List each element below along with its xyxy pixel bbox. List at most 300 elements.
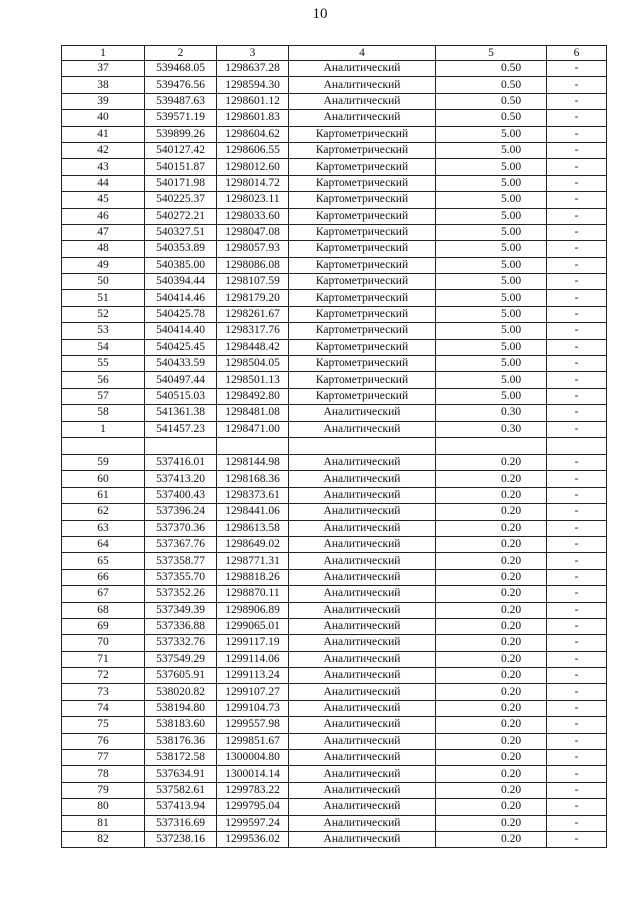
point-number-cell: 49 xyxy=(62,257,145,273)
point-number-cell: 72 xyxy=(62,668,145,684)
x-coordinate-cell: 537634.91 xyxy=(145,766,217,782)
note-cell: - xyxy=(547,405,607,421)
point-number-cell: 60 xyxy=(62,471,145,487)
x-coordinate-cell: 539571.19 xyxy=(145,110,217,126)
accuracy-cell: 0.20 xyxy=(436,520,547,536)
note-cell: - xyxy=(547,831,607,847)
method-cell: Картометрический xyxy=(289,241,436,257)
x-coordinate-cell: 540327.51 xyxy=(145,224,217,240)
method-cell: Аналитический xyxy=(289,602,436,618)
table-row xyxy=(62,241,607,257)
table-row xyxy=(62,799,607,815)
x-coordinate-cell xyxy=(145,437,217,454)
table-row xyxy=(62,372,607,388)
y-coordinate-cell: 1298168.36 xyxy=(217,471,289,487)
point-number-cell: 48 xyxy=(62,241,145,257)
x-coordinate-cell: 540151.87 xyxy=(145,159,217,175)
accuracy-cell: 0.20 xyxy=(436,504,547,520)
method-cell: Картометрический xyxy=(289,290,436,306)
point-number-cell: 65 xyxy=(62,553,145,569)
method-cell: Картометрический xyxy=(289,274,436,290)
method-cell: Аналитический xyxy=(289,750,436,766)
point-number-cell: 51 xyxy=(62,290,145,306)
point-number-cell: 40 xyxy=(62,110,145,126)
y-coordinate-cell: 1298637.28 xyxy=(217,61,289,77)
accuracy-cell: 0.20 xyxy=(436,668,547,684)
method-cell: Картометрический xyxy=(289,388,436,404)
method-cell: Аналитический xyxy=(289,799,436,815)
point-number-cell: 38 xyxy=(62,77,145,93)
y-coordinate-cell: 1298870.11 xyxy=(217,586,289,602)
method-cell: Аналитический xyxy=(289,454,436,470)
note-cell: - xyxy=(547,733,607,749)
point-number-cell: 67 xyxy=(62,586,145,602)
y-coordinate-cell: 1298012.60 xyxy=(217,159,289,175)
accuracy-cell: 0.20 xyxy=(436,815,547,831)
note-cell: - xyxy=(547,126,607,142)
table-row xyxy=(62,77,607,93)
table-row xyxy=(62,61,607,77)
note-cell: - xyxy=(547,454,607,470)
method-cell xyxy=(289,437,436,454)
table-row xyxy=(62,437,607,454)
y-coordinate-cell: 1298492.80 xyxy=(217,388,289,404)
accuracy-cell: 5.00 xyxy=(436,208,547,224)
accuracy-cell: 0.20 xyxy=(436,684,547,700)
table-row xyxy=(62,159,607,175)
table-row xyxy=(62,339,607,355)
y-coordinate-cell: 1299065.01 xyxy=(217,618,289,634)
accuracy-cell: 0.50 xyxy=(436,110,547,126)
x-coordinate-cell: 537582.61 xyxy=(145,782,217,798)
x-coordinate-cell: 540433.59 xyxy=(145,356,217,372)
x-coordinate-cell: 540414.40 xyxy=(145,323,217,339)
method-cell: Картометрический xyxy=(289,175,436,191)
table-row xyxy=(62,668,607,684)
y-coordinate-cell: 1299107.27 xyxy=(217,684,289,700)
y-coordinate-cell: 1298047.08 xyxy=(217,224,289,240)
x-coordinate-cell: 540127.42 xyxy=(145,142,217,158)
accuracy-cell: 5.00 xyxy=(436,306,547,322)
table-row xyxy=(62,175,607,191)
note-cell: - xyxy=(547,388,607,404)
point-number-cell: 43 xyxy=(62,159,145,175)
note-cell: - xyxy=(547,668,607,684)
x-coordinate-cell: 537336.88 xyxy=(145,618,217,634)
point-number-cell: 63 xyxy=(62,520,145,536)
point-number-cell: 1 xyxy=(62,421,145,437)
x-coordinate-cell: 539899.26 xyxy=(145,126,217,142)
column-header: 2 xyxy=(145,46,217,61)
accuracy-cell: 5.00 xyxy=(436,224,547,240)
table-row xyxy=(62,454,607,470)
method-cell: Картометрический xyxy=(289,372,436,388)
table-row xyxy=(62,569,607,585)
y-coordinate-cell: 1298594.30 xyxy=(217,77,289,93)
x-coordinate-cell: 537367.76 xyxy=(145,536,217,552)
method-cell: Аналитический xyxy=(289,815,436,831)
x-coordinate-cell: 538176.36 xyxy=(145,733,217,749)
y-coordinate-cell: 1299104.73 xyxy=(217,700,289,716)
table-row xyxy=(62,618,607,634)
y-coordinate-cell: 1298481.08 xyxy=(217,405,289,421)
point-number-cell: 44 xyxy=(62,175,145,191)
note-cell: - xyxy=(547,208,607,224)
table-row xyxy=(62,208,607,224)
y-coordinate-cell: 1300004.80 xyxy=(217,750,289,766)
y-coordinate-cell: 1298373.61 xyxy=(217,487,289,503)
table-row xyxy=(62,257,607,273)
accuracy-cell: 5.00 xyxy=(436,126,547,142)
x-coordinate-cell: 538020.82 xyxy=(145,684,217,700)
accuracy-cell: 5.00 xyxy=(436,274,547,290)
table-row xyxy=(62,290,607,306)
table-row xyxy=(62,306,607,322)
table-row xyxy=(62,110,607,126)
note-cell: - xyxy=(547,618,607,634)
table-row xyxy=(62,635,607,651)
method-cell: Картометрический xyxy=(289,257,436,273)
table-row xyxy=(62,766,607,782)
accuracy-cell: 0.50 xyxy=(436,61,547,77)
method-cell: Аналитический xyxy=(289,766,436,782)
y-coordinate-cell: 1298317.76 xyxy=(217,323,289,339)
y-coordinate-cell: 1299597.24 xyxy=(217,815,289,831)
accuracy-cell: 5.00 xyxy=(436,241,547,257)
note-cell: - xyxy=(547,372,607,388)
note-cell: - xyxy=(547,257,607,273)
x-coordinate-cell: 540414.46 xyxy=(145,290,217,306)
y-coordinate-cell: 1298771.31 xyxy=(217,553,289,569)
x-coordinate-cell: 537370.36 xyxy=(145,520,217,536)
note-cell: - xyxy=(547,323,607,339)
table-row xyxy=(62,586,607,602)
table-row xyxy=(62,553,607,569)
accuracy-cell: 0.50 xyxy=(436,93,547,109)
point-number-cell: 53 xyxy=(62,323,145,339)
y-coordinate-cell: 1298033.60 xyxy=(217,208,289,224)
x-coordinate-cell: 540353.89 xyxy=(145,241,217,257)
x-coordinate-cell: 540272.21 xyxy=(145,208,217,224)
method-cell: Аналитический xyxy=(289,520,436,536)
accuracy-cell: 5.00 xyxy=(436,323,547,339)
y-coordinate-cell: 1298906.89 xyxy=(217,602,289,618)
point-number-cell: 45 xyxy=(62,192,145,208)
accuracy-cell: 5.00 xyxy=(436,339,547,355)
y-coordinate-cell: 1298818.26 xyxy=(217,569,289,585)
y-coordinate-cell: 1299114.06 xyxy=(217,651,289,667)
table-row xyxy=(62,504,607,520)
y-coordinate-cell: 1298448.42 xyxy=(217,339,289,355)
accuracy-cell: 5.00 xyxy=(436,290,547,306)
x-coordinate-cell: 537549.29 xyxy=(145,651,217,667)
table-row xyxy=(62,651,607,667)
column-header: 4 xyxy=(289,46,436,61)
point-number-cell: 81 xyxy=(62,815,145,831)
method-cell: Аналитический xyxy=(289,93,436,109)
table-row xyxy=(62,602,607,618)
x-coordinate-cell: 538172.58 xyxy=(145,750,217,766)
method-cell: Аналитический xyxy=(289,668,436,684)
method-cell: Аналитический xyxy=(289,717,436,733)
point-number-cell: 55 xyxy=(62,356,145,372)
y-coordinate-cell: 1298023.11 xyxy=(217,192,289,208)
accuracy-cell: 0.20 xyxy=(436,536,547,552)
note-cell: - xyxy=(547,192,607,208)
method-cell: Картометрический xyxy=(289,224,436,240)
x-coordinate-cell: 537349.39 xyxy=(145,602,217,618)
note-cell: - xyxy=(547,750,607,766)
note-cell: - xyxy=(547,159,607,175)
x-coordinate-cell: 537396.24 xyxy=(145,504,217,520)
point-number-cell: 79 xyxy=(62,782,145,798)
note-cell: - xyxy=(547,290,607,306)
note-cell: - xyxy=(547,586,607,602)
point-number-cell: 39 xyxy=(62,93,145,109)
accuracy-cell: 0.30 xyxy=(436,405,547,421)
note-cell: - xyxy=(547,487,607,503)
accuracy-cell: 0.20 xyxy=(436,750,547,766)
coordinates-table xyxy=(61,45,607,848)
point-number-cell: 58 xyxy=(62,405,145,421)
note-cell: - xyxy=(547,536,607,552)
method-cell: Аналитический xyxy=(289,700,436,716)
accuracy-cell: 5.00 xyxy=(436,388,547,404)
note-cell: - xyxy=(547,110,607,126)
point-number-cell: 64 xyxy=(62,536,145,552)
y-coordinate-cell: 1298179.20 xyxy=(217,290,289,306)
note-cell: - xyxy=(547,77,607,93)
table-row xyxy=(62,142,607,158)
column-header: 6 xyxy=(547,46,607,61)
y-coordinate-cell: 1298606.55 xyxy=(217,142,289,158)
point-number-cell: 46 xyxy=(62,208,145,224)
x-coordinate-cell: 539487.63 xyxy=(145,93,217,109)
note-cell: - xyxy=(547,815,607,831)
method-cell: Аналитический xyxy=(289,536,436,552)
y-coordinate-cell: 1298471.00 xyxy=(217,421,289,437)
method-cell: Аналитический xyxy=(289,421,436,437)
y-coordinate-cell: 1299795.04 xyxy=(217,799,289,815)
y-coordinate-cell: 1300014.14 xyxy=(217,766,289,782)
table-row xyxy=(62,388,607,404)
table-row xyxy=(62,356,607,372)
note-cell xyxy=(547,437,607,454)
note-cell: - xyxy=(547,142,607,158)
y-coordinate-cell: 1299117.19 xyxy=(217,635,289,651)
method-cell: Аналитический xyxy=(289,405,436,421)
y-coordinate-cell: 1298501.13 xyxy=(217,372,289,388)
column-header: 5 xyxy=(436,46,547,61)
point-number-cell: 78 xyxy=(62,766,145,782)
table-row xyxy=(62,487,607,503)
point-number-cell: 50 xyxy=(62,274,145,290)
note-cell: - xyxy=(547,224,607,240)
accuracy-cell: 0.20 xyxy=(436,471,547,487)
table-row xyxy=(62,717,607,733)
accuracy-cell: 0.20 xyxy=(436,553,547,569)
y-coordinate-cell: 1298601.12 xyxy=(217,93,289,109)
table-row xyxy=(62,815,607,831)
table-row xyxy=(62,274,607,290)
accuracy-cell: 0.20 xyxy=(436,831,547,847)
accuracy-cell: 0.20 xyxy=(436,799,547,815)
method-cell: Картометрический xyxy=(289,306,436,322)
method-cell: Аналитический xyxy=(289,553,436,569)
point-number-cell: 47 xyxy=(62,224,145,240)
point-number-cell: 73 xyxy=(62,684,145,700)
x-coordinate-cell: 538194.80 xyxy=(145,700,217,716)
method-cell: Аналитический xyxy=(289,684,436,700)
method-cell: Аналитический xyxy=(289,110,436,126)
x-coordinate-cell: 540171.98 xyxy=(145,175,217,191)
table-row xyxy=(62,471,607,487)
table-row xyxy=(62,405,607,421)
x-coordinate-cell: 540425.78 xyxy=(145,306,217,322)
table-row xyxy=(62,750,607,766)
note-cell: - xyxy=(547,504,607,520)
note-cell: - xyxy=(547,635,607,651)
y-coordinate-cell: 1299851.67 xyxy=(217,733,289,749)
table-row xyxy=(62,536,607,552)
accuracy-cell: 0.20 xyxy=(436,733,547,749)
accuracy-cell: 0.20 xyxy=(436,602,547,618)
table-row xyxy=(62,421,607,437)
table-row xyxy=(62,520,607,536)
note-cell: - xyxy=(547,339,607,355)
note-cell: - xyxy=(547,421,607,437)
x-coordinate-cell: 539476.56 xyxy=(145,77,217,93)
x-coordinate-cell: 540385.00 xyxy=(145,257,217,273)
x-coordinate-cell: 540497.44 xyxy=(145,372,217,388)
table-row xyxy=(62,700,607,716)
accuracy-cell: 0.20 xyxy=(436,766,547,782)
column-header: 1 xyxy=(62,46,145,61)
accuracy-cell: 0.20 xyxy=(436,782,547,798)
method-cell: Аналитический xyxy=(289,569,436,585)
table-row xyxy=(62,684,607,700)
accuracy-cell: 0.20 xyxy=(436,700,547,716)
x-coordinate-cell: 540515.03 xyxy=(145,388,217,404)
accuracy-cell: 0.20 xyxy=(436,487,547,503)
method-cell: Аналитический xyxy=(289,831,436,847)
note-cell: - xyxy=(547,356,607,372)
method-cell: Картометрический xyxy=(289,323,436,339)
point-number-cell: 59 xyxy=(62,454,145,470)
method-cell: Картометрический xyxy=(289,126,436,142)
point-number-cell: 52 xyxy=(62,306,145,322)
x-coordinate-cell: 537355.70 xyxy=(145,569,217,585)
point-number-cell: 82 xyxy=(62,831,145,847)
point-number-cell: 68 xyxy=(62,602,145,618)
point-number-cell: 62 xyxy=(62,504,145,520)
x-coordinate-cell: 537416.01 xyxy=(145,454,217,470)
point-number-cell: 57 xyxy=(62,388,145,404)
y-coordinate-cell: 1299783.22 xyxy=(217,782,289,798)
x-coordinate-cell: 537358.77 xyxy=(145,553,217,569)
y-coordinate-cell: 1299536.02 xyxy=(217,831,289,847)
table-body xyxy=(62,61,607,848)
x-coordinate-cell: 537332.76 xyxy=(145,635,217,651)
x-coordinate-cell: 540394.44 xyxy=(145,274,217,290)
accuracy-cell: 0.20 xyxy=(436,586,547,602)
point-number-cell: 54 xyxy=(62,339,145,355)
method-cell: Аналитический xyxy=(289,77,436,93)
table-row xyxy=(62,93,607,109)
note-cell: - xyxy=(547,175,607,191)
method-cell: Аналитический xyxy=(289,586,436,602)
point-number-cell xyxy=(62,437,145,454)
y-coordinate-cell: 1299557.98 xyxy=(217,717,289,733)
table-row xyxy=(62,192,607,208)
note-cell: - xyxy=(547,306,607,322)
y-coordinate-cell: 1298604.62 xyxy=(217,126,289,142)
table-row xyxy=(62,782,607,798)
point-number-cell: 61 xyxy=(62,487,145,503)
y-coordinate-cell xyxy=(217,437,289,454)
point-number-cell: 76 xyxy=(62,733,145,749)
note-cell: - xyxy=(547,61,607,77)
x-coordinate-cell: 540425.45 xyxy=(145,339,217,355)
method-cell: Аналитический xyxy=(289,733,436,749)
note-cell: - xyxy=(547,766,607,782)
table-row xyxy=(62,831,607,847)
y-coordinate-cell: 1298441.06 xyxy=(217,504,289,520)
method-cell: Картометрический xyxy=(289,192,436,208)
point-number-cell: 56 xyxy=(62,372,145,388)
x-coordinate-cell: 538183.60 xyxy=(145,717,217,733)
accuracy-cell: 0.20 xyxy=(436,454,547,470)
note-cell: - xyxy=(547,782,607,798)
note-cell: - xyxy=(547,93,607,109)
x-coordinate-cell: 539468.05 xyxy=(145,61,217,77)
point-number-cell: 41 xyxy=(62,126,145,142)
note-cell: - xyxy=(547,274,607,290)
point-number-cell: 77 xyxy=(62,750,145,766)
point-number-cell: 70 xyxy=(62,635,145,651)
y-coordinate-cell: 1298601.83 xyxy=(217,110,289,126)
accuracy-cell: 5.00 xyxy=(436,257,547,273)
table-row xyxy=(62,224,607,240)
note-cell: - xyxy=(547,717,607,733)
accuracy-cell: 0.20 xyxy=(436,618,547,634)
y-coordinate-cell: 1298261.67 xyxy=(217,306,289,322)
y-coordinate-cell: 1298086.08 xyxy=(217,257,289,273)
method-cell: Аналитический xyxy=(289,487,436,503)
method-cell: Аналитический xyxy=(289,618,436,634)
note-cell: - xyxy=(547,520,607,536)
y-coordinate-cell: 1298107.59 xyxy=(217,274,289,290)
x-coordinate-cell: 541361.38 xyxy=(145,405,217,421)
note-cell: - xyxy=(547,684,607,700)
point-number-cell: 69 xyxy=(62,618,145,634)
accuracy-cell: 5.00 xyxy=(436,175,547,191)
column-header: 3 xyxy=(217,46,289,61)
point-number-cell: 80 xyxy=(62,799,145,815)
point-number-cell: 66 xyxy=(62,569,145,585)
point-number-cell: 42 xyxy=(62,142,145,158)
note-cell: - xyxy=(547,471,607,487)
accuracy-cell: 0.30 xyxy=(436,421,547,437)
table-header-row xyxy=(62,46,607,61)
table-row xyxy=(62,126,607,142)
point-number-cell: 75 xyxy=(62,717,145,733)
x-coordinate-cell: 537316.69 xyxy=(145,815,217,831)
method-cell: Аналитический xyxy=(289,61,436,77)
method-cell: Аналитический xyxy=(289,651,436,667)
accuracy-cell: 5.00 xyxy=(436,142,547,158)
note-cell: - xyxy=(547,700,607,716)
